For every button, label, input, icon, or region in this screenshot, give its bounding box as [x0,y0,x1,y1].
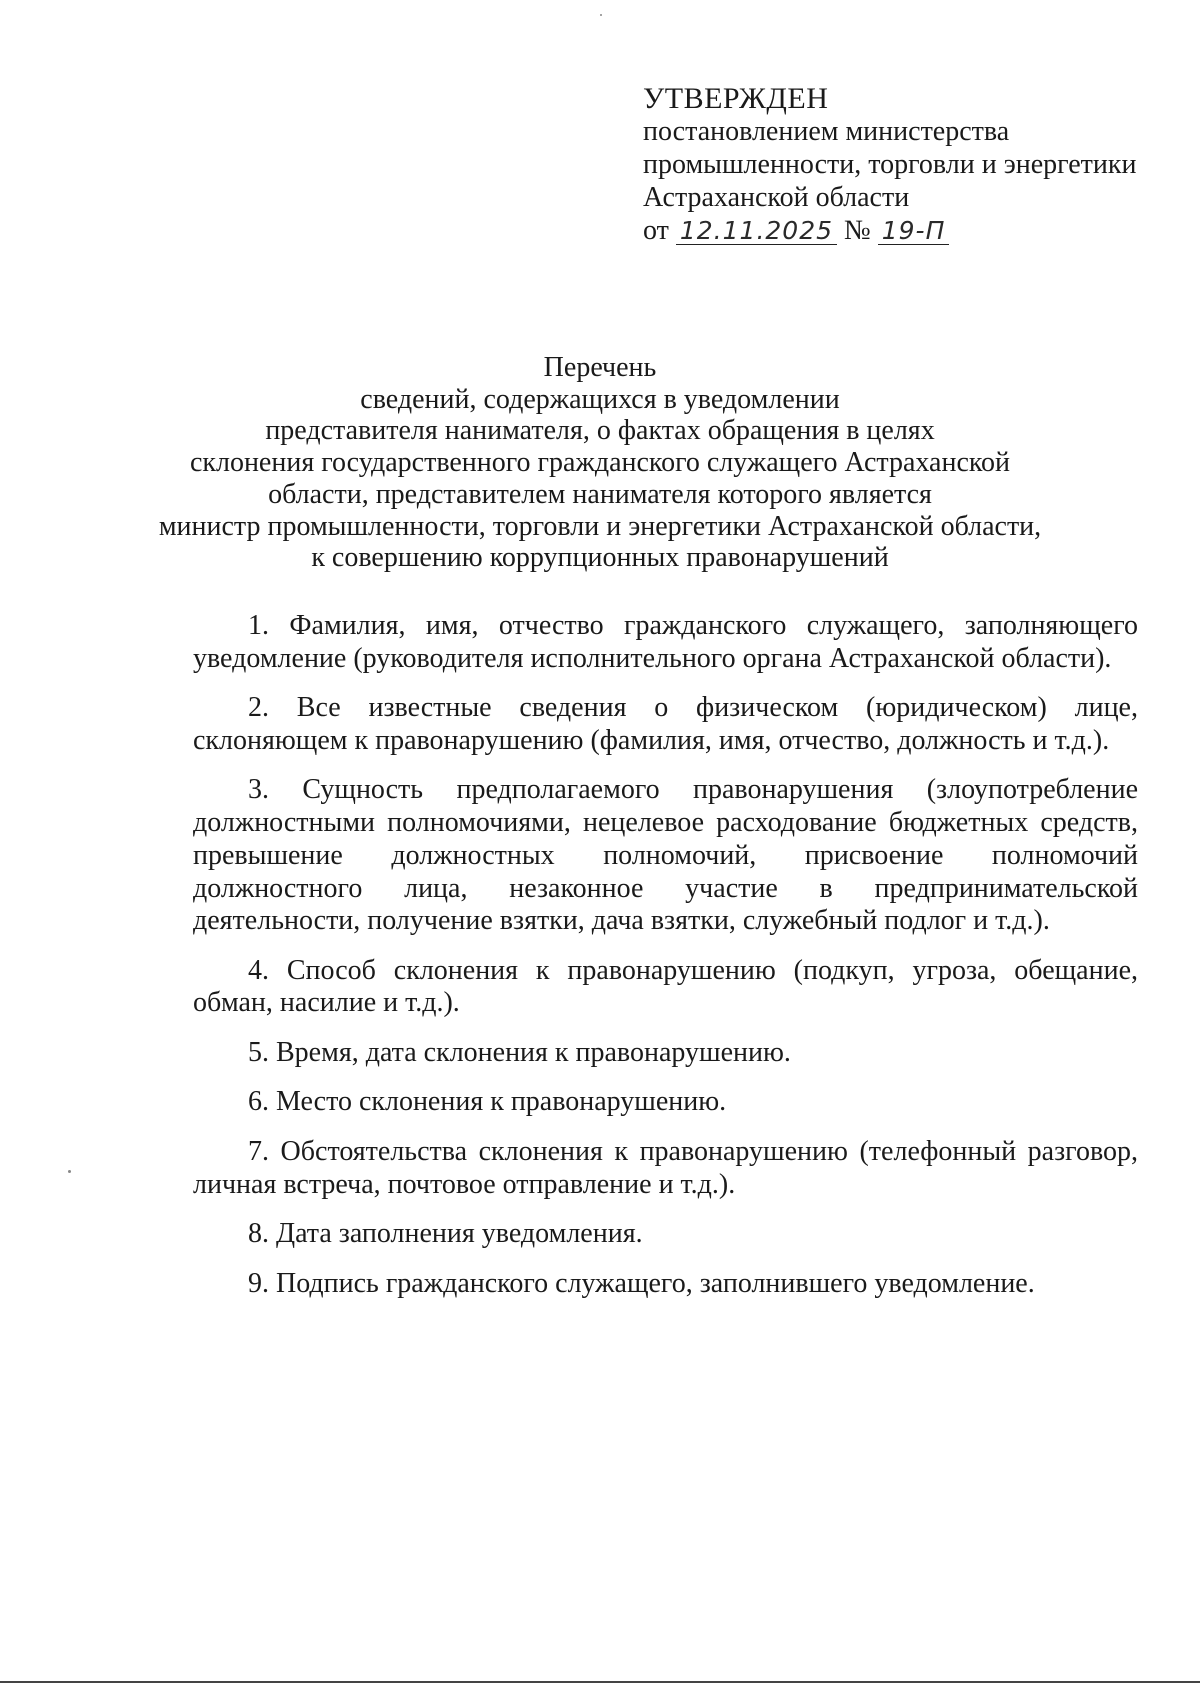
list-item: 7. Обстоятельства склонения к правонарушению (телефонный разговор, личная встреча, почтовое отправление и т.д.). [193,1135,1138,1200]
items-list [193,610,1138,1300]
date-prefix: от [643,215,669,246]
scan-speck [600,14,602,16]
number-sign: № [844,215,871,246]
list-item: 9. Подпись гражданского служащего, заполнившего уведомление. [248,1267,1035,1299]
title-line: министр промышленности, торговли и энергетики Астраханской области, [158,510,1042,542]
handwritten-number: 19-П [878,218,950,245]
approval-line-2: промышленности, торговли и энергетики [643,149,1137,180]
list-item: 5. Время, дата склонения к правонарушению. [248,1036,791,1068]
scan-speck [68,1170,71,1173]
approved-heading: УТВЕРЖДЕН [643,82,829,115]
list-item: 3. Сущность предполагаемого правонарушения (злоупотребление должностными полномочиями, нецелевое расходование бюджетных средств, превышение должностных полномочий, присвоение полномочий должностного лица, незаконное участие в предпринимательской деятельности, получение взятки, дача взятки, служебный подлог и т.д.). [193,774,1138,937]
document-title [150,352,1050,574]
list-item: 4. Способ склонения к правонарушению (подкуп, угроза, обещание, обман, насилие и т.д.). [193,954,1138,1019]
title-line: представителя нанимателя, о фактах обращения в целях [265,415,935,447]
title-line: Перечень [543,352,657,383]
title-line: области, представителем нанимателя которого является [268,478,932,510]
title-line: склонения государственного гражданского служащего Астраханской [189,447,1011,479]
title-line: к совершению коррупционных правонарушений [311,542,889,574]
title-line: сведений, содержащихся в уведомлении [360,383,840,415]
list-item: 2. Все известные сведения о физическом (юридическом) лице, склоняющем к правонарушению (фамилия, имя, отчество, должность и т.д.). [193,692,1138,756]
list-item: 1. Фамилия, имя, отчество гражданского служащего, заполняющего уведомление (руководителя исполнительного органа Астраханской области). [193,610,1138,674]
scan-bottom-edge [0,1681,1200,1683]
approval-line-1: постановлением министерства [643,116,1010,147]
approval-stamp-block [643,82,1183,247]
approval-line-3: Астраханской области [643,182,910,213]
list-item: 6. Место склонения к правонарушению. [248,1086,727,1118]
list-item: 8. Дата заполнения уведомления. [248,1218,643,1250]
approval-date-line [643,214,1183,247]
handwritten-date: 12.11.2025 [676,218,837,245]
